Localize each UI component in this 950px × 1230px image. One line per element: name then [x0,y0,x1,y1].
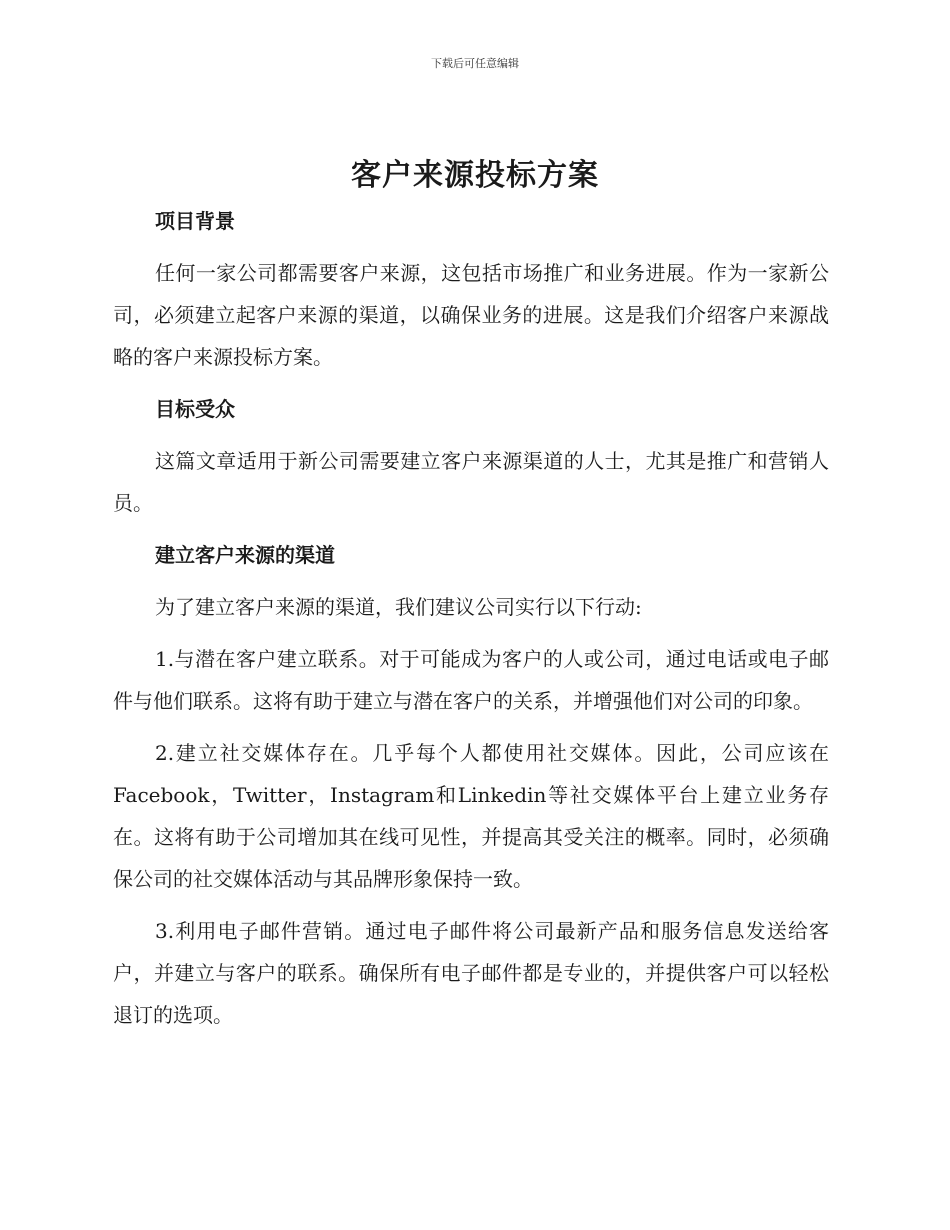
document-body [113,200,829,1046]
section-heading-channels: 建立客户来源的渠道 [155,543,335,567]
paragraph-channels-item-1: 1.与潜在客户建立联系。对于可能成为客户的人或公司，通过电话或电子邮件与他们联系。这将有助于建立与潜在客户的关系，并增强他们对公司的印象。 [113,647,829,713]
paragraph-background: 任何一家公司都需要客户来源，这包括市场推广和业务进展。作为一家新公司，必须建立起客户来源的渠道，以确保业务的进展。这是我们介绍客户来源战略的客户来源投标方案。 [113,261,829,369]
paragraph-channels-item-3: 3.利用电子邮件营销。通过电子邮件将公司最新产品和服务信息发送给客户，并建立与客户的联系。确保所有电子邮件都是专业的，并提供客户可以轻松退订的选项。 [113,919,829,1027]
section-heading-background: 项目背景 [155,209,235,233]
page-header-note: 下载后可任意编辑 [431,57,519,70]
paragraph-channels-intro: 为了建立客户来源的渠道，我们建议公司实行以下行动: [155,595,642,619]
document-title: 客户来源投标方案 [351,158,599,193]
paragraph-audience: 这篇文章适用于新公司需要建立客户来源渠道的人士，尤其是推广和营销人员。 [113,449,829,515]
paragraph-channels-item-2: 2.建立社交媒体存在。几乎每个人都使用社交媒体。因此，公司应该在Facebook，Twitter，Instagram和Linkedin等社交媒体平台上建立业务存在。这将有助于公司增加其在线可见性，并提高其受关注的概率。同时，必须确保公司的社交媒体活动与其品牌形象保持一致。 [113,741,829,891]
section-heading-audience: 目标受众 [155,397,235,421]
